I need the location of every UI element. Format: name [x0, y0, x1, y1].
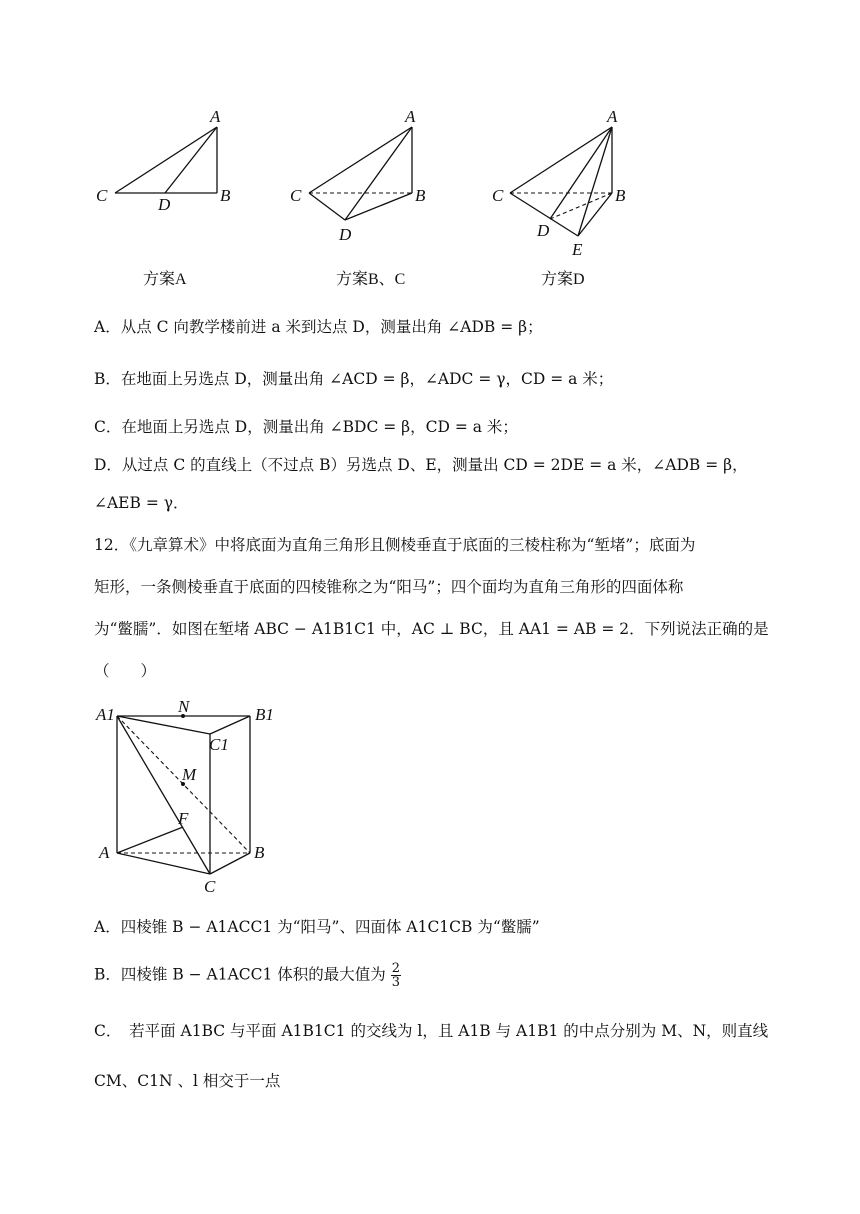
- label-b1: B1: [255, 705, 274, 724]
- q12-option-b-text: B．四棱锥 B − A1ACC1 体积的最大值为: [94, 965, 386, 984]
- q12-option-c-line1: C． 若平面 A1BC 与平面 A1B1C1 的交线为 l，且 A1B 与 A1B1 的中点分别为 M、N，则直线: [94, 1022, 769, 1040]
- label-c1: C1: [209, 735, 229, 754]
- label-b: B: [415, 186, 426, 205]
- q12-option-a: A．四棱锥 B − A1ACC1 为“阳马”、四面体 A1C1CB 为“鳖臑”: [94, 918, 540, 936]
- label-d: D: [537, 221, 550, 240]
- q11-option-d-line2: ∠AEB = γ．: [94, 494, 189, 512]
- label-a: A: [99, 843, 110, 862]
- label-b: B: [220, 186, 231, 205]
- label-d: D: [339, 225, 352, 244]
- figure-plan-d: [492, 107, 626, 288]
- q11-option-a: A．从点 C 向教学楼前进 a 米到达点 D，测量出角 ∠ADB = β；: [94, 318, 543, 336]
- figure-plan-a: [96, 107, 231, 288]
- label-a: A: [405, 107, 416, 126]
- label-n: N: [178, 697, 190, 716]
- fraction-denominator: 3: [391, 975, 401, 990]
- label-a: A: [607, 107, 618, 126]
- q12-stem-line1: 12．《九章算术》中将底面为直角三角形且侧棱垂直于底面的三棱柱称为“堑堵”；底面为: [94, 536, 696, 554]
- label-a1: A1: [96, 705, 115, 724]
- measurement-figures: [0, 0, 860, 300]
- label-a: A: [210, 107, 221, 126]
- fraction-two-thirds: [391, 962, 401, 989]
- figure-plan-bc: [290, 107, 426, 288]
- q11-option-c: C．在地面上另选点 D，测量出角 ∠BDC = β，CD = a 米；: [94, 418, 518, 436]
- label-e: E: [572, 240, 583, 259]
- caption-plan-bc: 方案B、C: [336, 271, 406, 288]
- label-f: F: [178, 809, 189, 828]
- fraction-numerator: 2: [391, 961, 401, 976]
- caption-plan-a: 方案A: [143, 271, 187, 288]
- q12-stem-line3: 为“鳖臑”．如图在堑堵 ABC − A1B1C1 中，AC ⊥ BC，且 AA1 = AB = 2．下列说法正确的是: [94, 620, 769, 638]
- q12-option-c-line2: CM、C1N 、l 相交于一点: [94, 1072, 281, 1090]
- label-d: D: [158, 195, 171, 214]
- label-b: B: [615, 186, 626, 205]
- label-c: C: [96, 186, 108, 205]
- label-b: B: [254, 843, 265, 862]
- caption-plan-d: 方案D: [541, 271, 585, 288]
- label-c: C: [204, 877, 216, 896]
- label-c: C: [290, 186, 302, 205]
- q12-option-b: [94, 962, 401, 989]
- q11-option-d-line1: D．从过点 C 的直线上（不过点 B）另选点 D、E，测量出 CD = 2DE = a 米，∠ADB = β，: [94, 456, 748, 474]
- q11-option-b: B．在地面上另选点 D，测量出角 ∠ACD = β，∠ADC = γ，CD = a 米；: [94, 370, 614, 388]
- q12-stem-line4: （ ）: [94, 662, 157, 680]
- q12-stem-line2: 矩形，一条侧棱垂直于底面的四棱锥称之为“阳马”；四个面均为直角三角形的四面体称: [94, 578, 684, 596]
- label-m: M: [182, 765, 197, 784]
- label-c: C: [492, 186, 504, 205]
- prism-figure: [80, 696, 380, 896]
